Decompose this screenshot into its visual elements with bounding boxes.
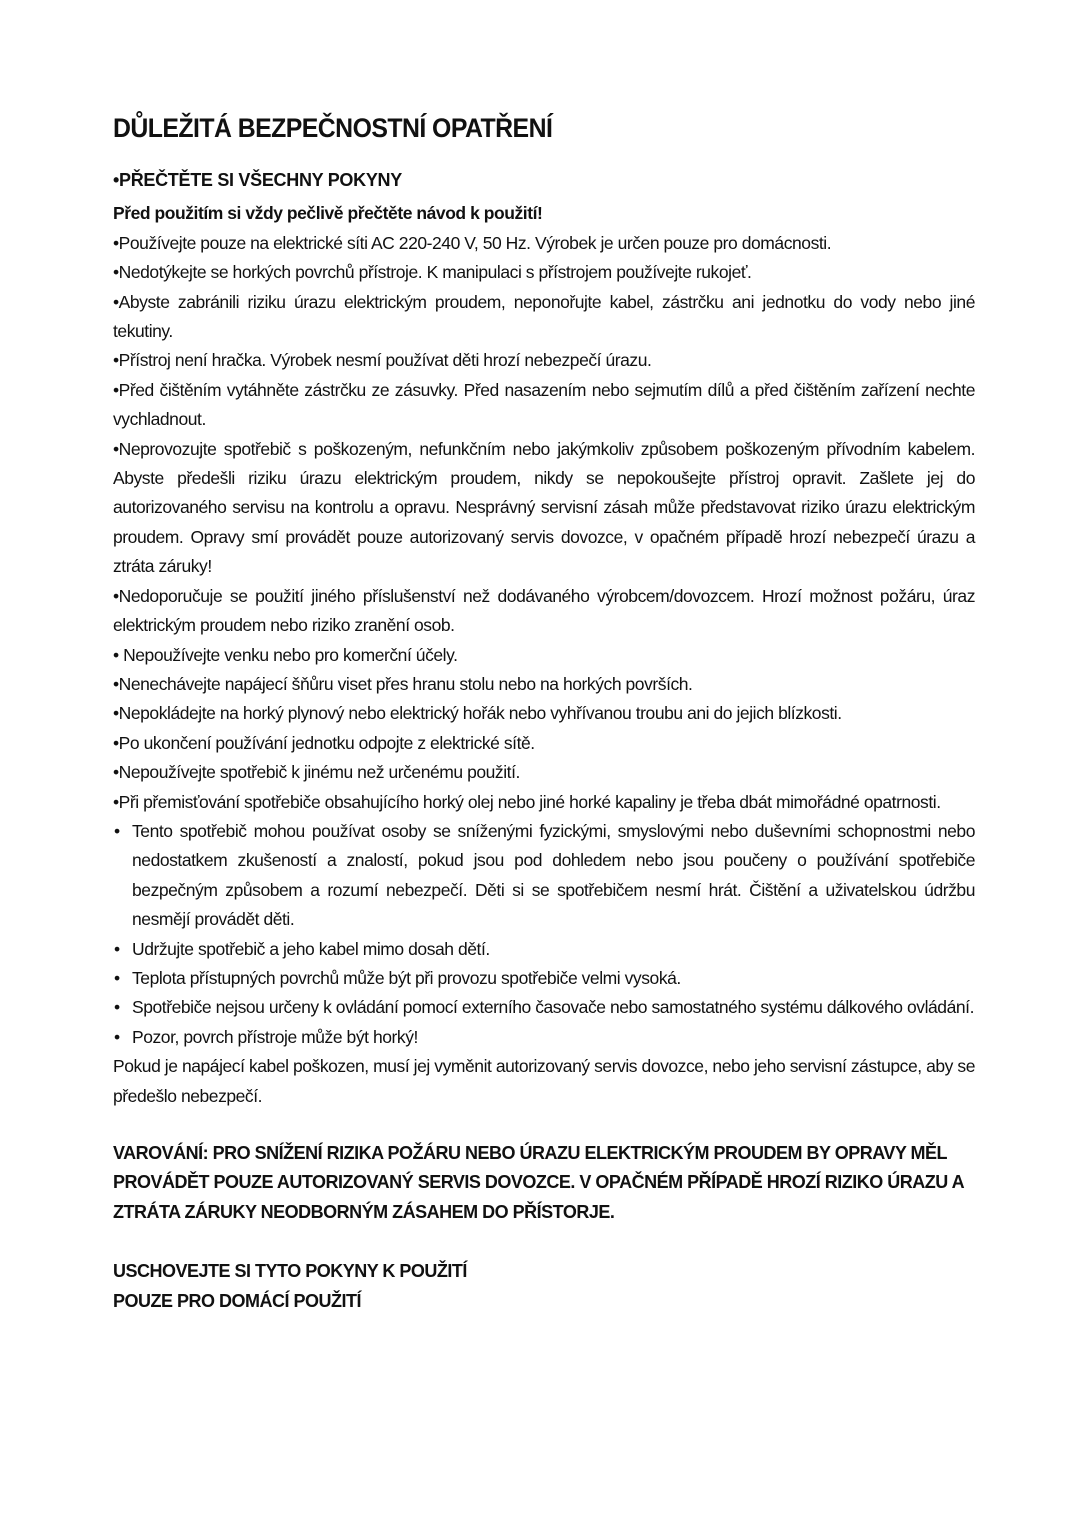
bullet-icon: • xyxy=(114,1026,120,1047)
footer-keep-instructions: USCHOVEJTE SI TYTO POKYNY K POUŽITÍ xyxy=(113,1261,467,1282)
indented-item-text: Teplota přístupných povrchů může být při provozu spotřebiče velmi vysoká. xyxy=(132,967,681,988)
safety-item: •Abyste zabránili riziku úrazu elektrickým proudem, neponořujte kabel, zástrčku ani jednotku do vody nebo jiné tekutiny. xyxy=(113,291,975,342)
page-title: DŮLEŽITÁ BEZPEČNOSTNÍ OPATŘENÍ xyxy=(113,113,553,143)
bullet-icon: • xyxy=(114,997,120,1018)
indented-item-text: Tento spotřebič mohou používat osoby se sníženými fyzickými, smyslovými nebo duševními schopnostmi nebo nedostatkem zkušeností a znalostí, pokud jsou pod dohledem nebo jsou poučeny o používání spotřebiče bezpečným způsobem a rozumí nebezpečí. Děti si se spotřebičem nesmí hrát. Čištění a uživatelskou údržbu nesmějí provádět děti. xyxy=(132,820,975,930)
indented-safety-item xyxy=(113,935,975,964)
spacer xyxy=(113,1227,975,1257)
indented-item-text: Udržujte spotřebič a jeho kabel mimo dosah dětí. xyxy=(132,938,490,959)
footer-household-use: POUZE PRO DOMÁCÍ POUŽITÍ xyxy=(113,1290,362,1311)
safety-item: •Nepokládejte na horký plynový nebo elektrický hořák nebo vyhřívanou troubu ani do jejich blízkosti. xyxy=(113,703,842,724)
safety-item: •Nedoporučuje se použití jiného příslušenství než dodávaného výrobcem/dovozcem. Hrozí možnost požáru, úraz elektrickým proudem nebo riziko zranění osob. xyxy=(113,585,975,636)
bullet-icon: • xyxy=(114,820,120,841)
safety-item: •Po ukončení používání jednotku odpojte z elektrické sítě. xyxy=(113,732,535,753)
bullet-icon: • xyxy=(114,967,120,988)
indented-safety-item xyxy=(113,993,975,1022)
spacer xyxy=(113,1111,975,1139)
safety-item: •Přístroj není hračka. Výrobek nesmí používat děti hrozí nebezpečí úrazu. xyxy=(113,350,652,371)
safety-item: •Nepoužívejte spotřebič k jinému než určenému použití. xyxy=(113,762,520,783)
document-page xyxy=(113,108,975,1316)
safety-item: •Před čištěním vytáhněte zástrčku ze zásuvky. Před nasazením nebo sejmutím dílů a před čištěním zařízení nechte vychladnout. xyxy=(113,379,975,430)
safety-item: •Při přemisťování spotřebiče obsahujícího horký olej nebo jiné horké kapaliny je třeba dbát mimořádné opatrnosti. xyxy=(113,791,941,812)
safety-item: •Používejte pouze na elektrické síti AC 220-240 V, 50 Hz. Výrobek je určen pouze pro domácnosti. xyxy=(113,232,832,253)
safety-item: •Neprovozujte spotřebič s poškozeným, nefunkčním nebo jakýmkoliv způsobem poškozeným přívodním kabelem. Abyste předešli riziku úrazu elektrickým proudem, nikdy se nepokoušejte přístroj opravit. Zašlete jej do autorizovaného servisu na kontrolu a opravu. Nesprávný servisní zásah může představovat riziko úrazu elektrickým proudem. Opravy smí provádět pouze autorizovaný servis dovozce, v opačném případě hrozí nebezpečí úrazu a ztráta záruky! xyxy=(113,438,975,577)
indented-item-text: Pozor, povrch přístroje může být horký! xyxy=(132,1026,418,1047)
section-subtitle: •PŘEČTĚTE SI VŠECHNY POKYNY xyxy=(113,170,402,190)
safety-item: •Nedotýkejte se horkých povrchů přístroje. K manipulaci s přístrojem používejte rukojeť. xyxy=(113,262,752,283)
indented-item-text: Spotřebiče nejsou určeny k ovládání pomocí externího časovače nebo samostatného systému dálkového ovládání. xyxy=(132,997,974,1018)
bullet-icon: • xyxy=(114,938,120,959)
cable-note: Pokud je napájecí kabel poškozen, musí jej vyměnit autorizovaný servis dovozce, nebo jeho servisní zástupce, aby se předešlo nebezpečí. xyxy=(113,1056,975,1106)
indented-safety-item xyxy=(113,1023,975,1052)
safety-item: •Nenechávejte napájecí šňůru viset přes hranu stolu nebo na horkých površích. xyxy=(113,673,693,694)
indented-safety-item xyxy=(113,817,975,935)
safety-item: • Nepoužívejte venku nebo pro komerční účely. xyxy=(113,644,458,665)
intro-instruction: Před použitím si vždy pečlivě přečtěte návod k použití! xyxy=(113,203,543,224)
warning-text: VAROVÁNÍ: PRO SNÍŽENÍ RIZIKA POŽÁRU NEBO ÚRAZU ELEKTRICKÝM PROUDEM BY OPRAVY MĚL PROVÁDĚT POUZE AUTORIZOVANÝ SERVIS DOVOZCE. V OPAČNÉM PŘÍPADĚ HROZÍ RIZIKO ÚRAZU A ZTRÁTA ZÁRUKY NEODBORNÝM ZÁSAHEM DO PŘÍSTORJE. xyxy=(113,1143,964,1222)
indented-safety-item xyxy=(113,964,975,993)
